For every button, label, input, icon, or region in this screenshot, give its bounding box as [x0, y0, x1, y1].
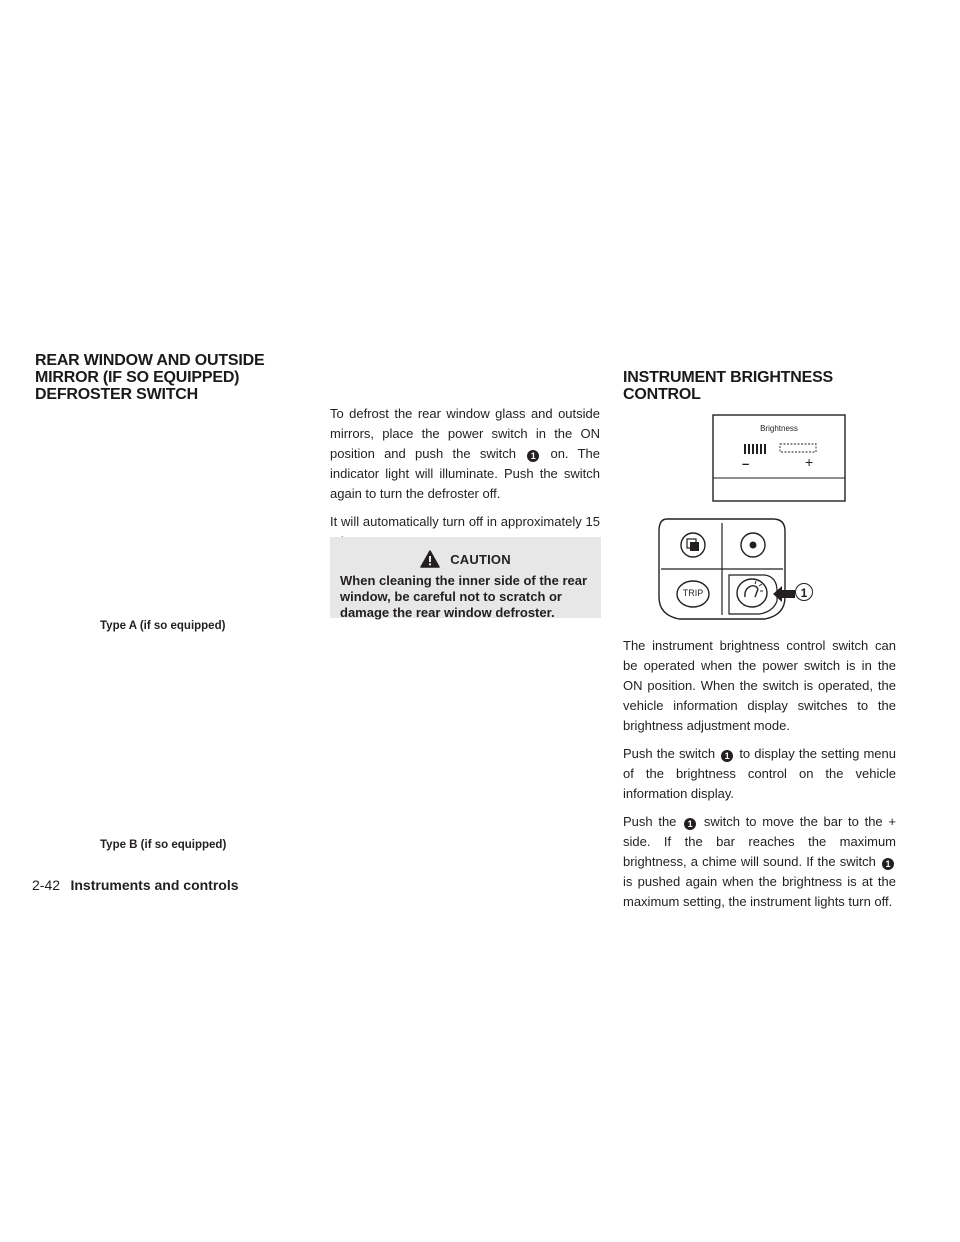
callout-1-badge	[795, 583, 813, 601]
paragraph-max-brightness	[623, 812, 896, 912]
brightness-level-segment	[752, 444, 754, 454]
brightness-level-bars	[744, 444, 766, 454]
title-line-2: MIRROR (IF SO EQUIPPED)	[35, 369, 240, 386]
section-title-brightness	[623, 369, 883, 403]
callout-1-icon: 1	[527, 450, 539, 462]
brightness-level-segment	[748, 444, 750, 454]
set-button[interactable]	[739, 531, 767, 559]
callout-1-icon: 1	[684, 818, 696, 830]
arrow-pointer-icon	[773, 585, 795, 603]
brightness-button[interactable]	[735, 577, 769, 609]
display-mode-button[interactable]	[679, 531, 707, 559]
warning-triangle-icon	[420, 550, 440, 568]
trip-label: TRIP	[682, 588, 704, 598]
minus-label: –	[742, 456, 750, 471]
brightness-level-segment	[764, 444, 766, 454]
title-line-2: CONTROL	[623, 386, 701, 403]
caution-title: CAUTION	[450, 551, 511, 567]
text-segment: is pushed again when the brightness is at the maximum setting, the instrument lights turn off.	[623, 874, 896, 909]
page-footer	[32, 877, 932, 897]
text-segment: switch to move the bar to the + side. If the bar reaches the maximum brightness, a chime will sound. If the switch	[623, 814, 896, 869]
page-number: 2-42	[32, 877, 61, 893]
title-line-1: REAR WINDOW AND OUTSIDE	[35, 352, 265, 369]
brightness-level-segment	[744, 444, 746, 454]
paragraph-push-switch	[623, 744, 896, 804]
title-line-1: INSTRUMENT BRIGHTNESS	[623, 369, 834, 386]
caption-type-a: Type A (if so equipped)	[100, 620, 226, 632]
plus-label: +	[805, 454, 814, 470]
caution-text: When cleaning the inner side of the rear window, be careful not to scratch or damage the rear window defroster.	[340, 573, 588, 620]
caution-box	[330, 537, 601, 618]
brightness-dial-icon	[735, 577, 769, 609]
text-segment: Push the	[623, 814, 677, 829]
brightness-level-segment	[756, 444, 758, 454]
title-line-3: DEFROSTER SWITCH	[35, 386, 199, 403]
switch-panel-figure	[655, 517, 815, 622]
text-segment: To defrost the rear window glass and outside mirrors, place the power switch in the ON position and push the switch	[330, 406, 600, 461]
brightness-level-segment	[760, 444, 762, 454]
callout-1-icon: 1	[721, 750, 733, 762]
text-segment: to display the setting menu of the brightness control on the vehicle information display.	[623, 746, 896, 801]
display-toggle-icon	[679, 531, 707, 559]
text-segment: on. The indicator light will illuminate. Push the switch again to turn the defroster off.	[330, 446, 600, 501]
footer-section-title: Instruments and controls	[70, 877, 239, 893]
callout-number: 1	[800, 586, 808, 600]
display-label: Brightness	[760, 424, 798, 433]
paragraph-auto-off: It will automatically turn off in approximately 15	[330, 514, 600, 529]
brightness-display-figure	[712, 414, 846, 502]
callout-1-icon: 1	[882, 858, 894, 870]
paragraph-operation: The instrument brightness control switch can be operated when the power switch is in the ON position. When the switch is operated, the vehicle information display switches to the brightness adjustment mode.	[623, 638, 896, 733]
paragraph-defrost	[330, 404, 600, 504]
caption-type-b: Type B (if so equipped)	[100, 839, 227, 851]
dot-icon	[739, 531, 767, 559]
caution-header	[330, 537, 601, 573]
text-segment: Push the switch	[623, 746, 716, 761]
trip-button[interactable]	[675, 579, 711, 609]
section-title-defroster	[35, 352, 295, 403]
